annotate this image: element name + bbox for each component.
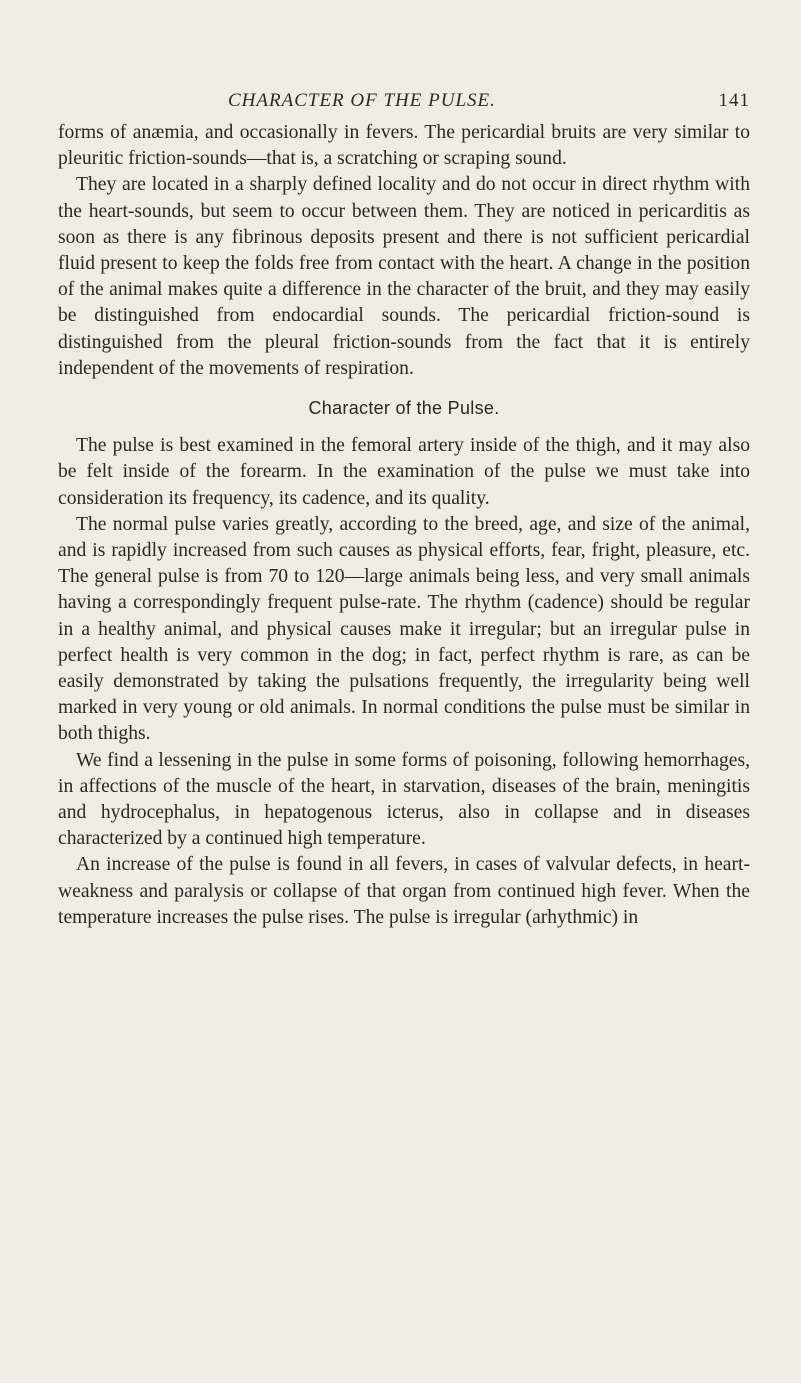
running-head: [58, 90, 750, 120]
section-heading: Character of the Pulse.: [308, 398, 500, 419]
paragraph: We find a lessening in the pulse in some forms of poisoning, following hemorrhages, in affections of the muscle of the heart, in starvation, diseases of the brain, meningitis and hydrocephalus, in hepatogenous icterus, also in collapse and in diseases characterized by a continued high temperature.: [58, 749, 750, 850]
paragraph: The normal pulse varies greatly, according to the breed, age, and size of the animal, and is rapidly increased from such causes as physical efforts, fear, fright, pleasure, etc. The general pulse is from 70 to 120—large animals being less, and very small animals having a correspondingly frequent pulse-rate. The rhythm (cadence) should be regular in a healthy animal, and physical causes make it irregular; but an irregular pulse in perfect health is very common in the dog; in fact, perfect rhythm is rare, as can be easily demonstrated by taking the pulsations frequently, the irregularity being well marked in very young or old animals. In normal conditions the pulse must be similar in both thighs.: [58, 513, 750, 745]
paragraph: The pulse is best examined in the femoral artery inside of the thigh, and it may also be felt inside of the forearm. In the examination of the pulse we must take into consideration its frequency, its cadence, and its quality.: [58, 435, 750, 509]
body-text: [58, 120, 750, 931]
page-number: 141: [718, 90, 750, 111]
book-page: [58, 90, 750, 931]
running-title: CHARACTER OF THE PULSE.: [228, 90, 496, 111]
paragraph: An increase of the pulse is found in all fevers, in cases of valvular defects, in heart-weakness and paralysis or collapse of that organ from continued high fever. When the temperature increases the pulse rises. The pulse is irregular (arhythmic) in: [58, 854, 750, 928]
paragraph: They are located in a sharply defined locality and do not occur in direct rhythm with the heart-sounds, but seem to occur between them. They are noticed in pericarditis as soon as there is any fibrinous deposits present and there is not sufficient pericardial fluid present to keep the folds free from contact with the heart. A change in the position of the animal makes quite a difference in the character of the bruit, and they may easily be distinguished from endocardial sounds. The pericardial friction-sound is distinguished from the pleural friction-sounds from the fact that it is entirely independent of the movements of respiration.: [58, 174, 750, 379]
paragraph: forms of anæmia, and occasionally in fevers. The pericardial bruits are very similar to pleuritic friction-sounds—that is, a scratching or scraping sound.: [58, 122, 750, 170]
